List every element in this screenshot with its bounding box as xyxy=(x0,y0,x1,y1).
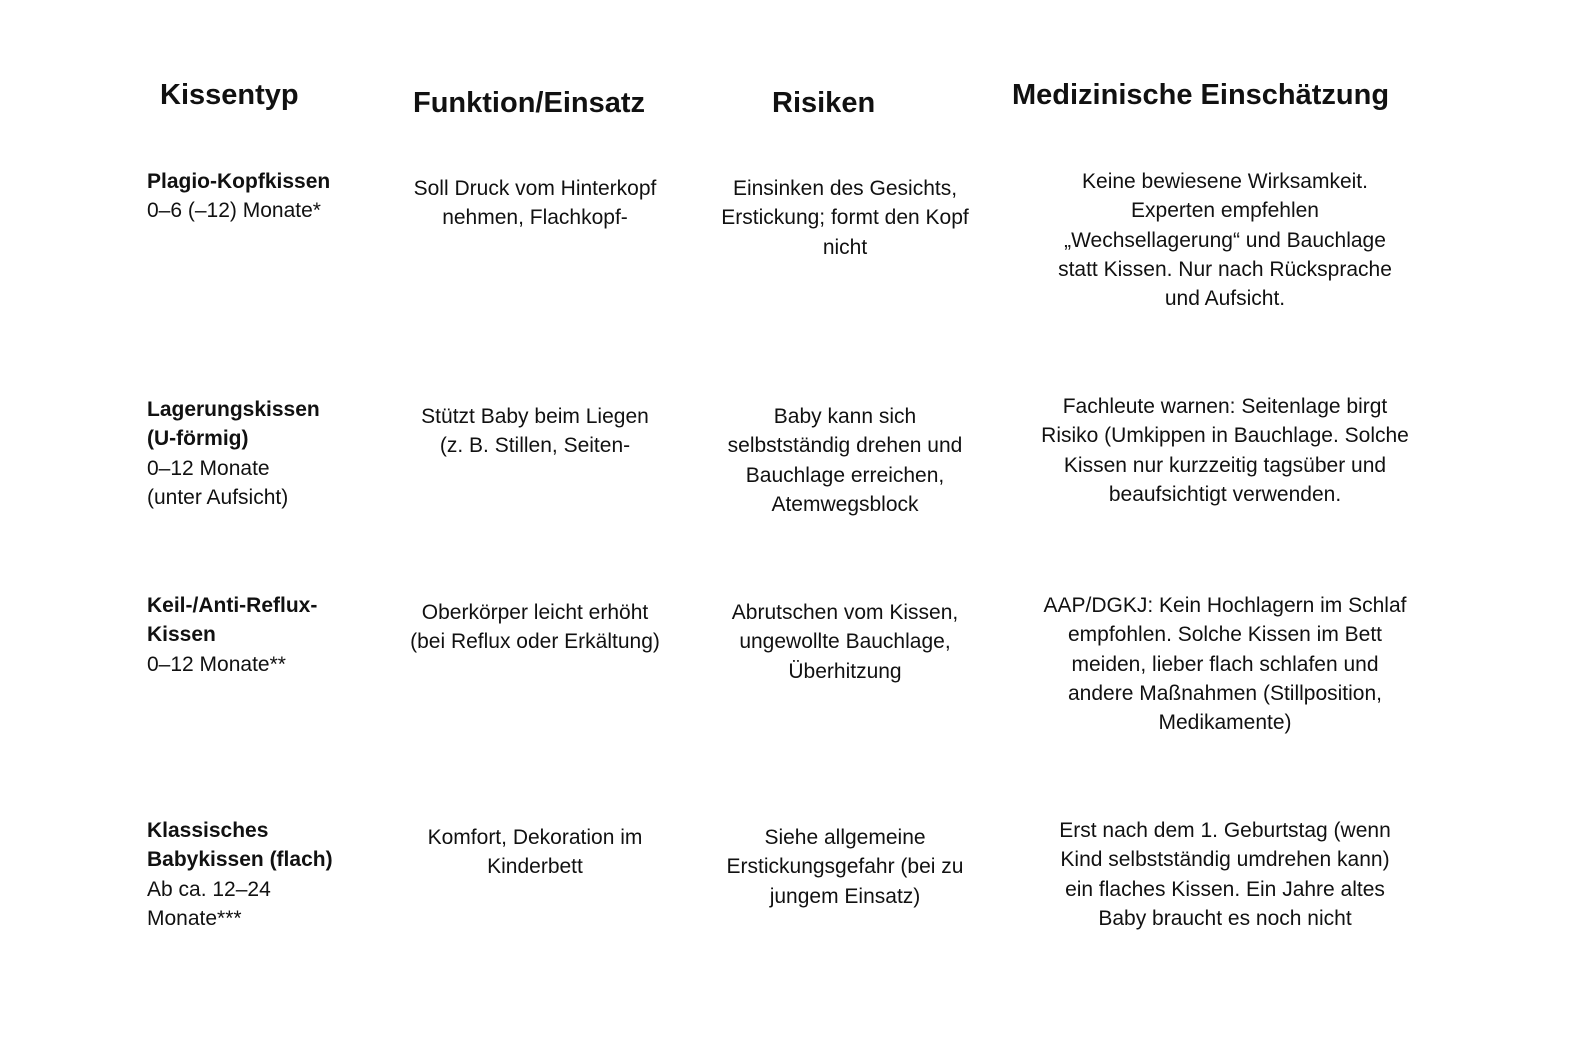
function-line: nehmen, Flachkopf- xyxy=(442,206,628,230)
risk-line: Bauchlage erreichen, xyxy=(745,463,945,487)
header-funktion-einsatz: Funktion/Einsatz xyxy=(413,87,645,119)
risk-line: nicht xyxy=(822,235,868,259)
pillow-name-line: Lagerungskissen xyxy=(147,398,320,421)
age-range-line: Ab ca. 12–24 xyxy=(147,877,271,901)
assessment-line: andere Maßnahmen (Stillposition, xyxy=(1068,681,1382,705)
table-row-1-assessment xyxy=(1010,167,1440,313)
assessment-line: Medikamente) xyxy=(1158,711,1292,735)
assessment-line: Experten empfehlen xyxy=(1131,199,1319,223)
assessment-line: und Aufsicht. xyxy=(1164,287,1286,311)
table-row-1-risks xyxy=(695,174,995,262)
table-row-2-risks xyxy=(695,402,995,519)
risk-line: Erstickungsgefahr (bei zu xyxy=(726,855,964,879)
age-range-line: 0–6 (–12) Monate* xyxy=(147,199,321,223)
function-line: Soll Druck vom Hinterkopf xyxy=(413,177,657,200)
function-line: Kinderbett xyxy=(487,855,583,879)
function-line: Oberkörper leicht erhöht xyxy=(421,601,649,624)
header-kissentyp: Kissentyp xyxy=(160,79,299,111)
header-risiken: Risiken xyxy=(772,87,876,119)
risk-line: Abrutschen vom Kissen, xyxy=(731,601,959,624)
table-row-4-type xyxy=(147,816,377,933)
assessment-line: Baby braucht es noch nicht xyxy=(1098,906,1352,930)
assessment-line: Kissen nur kurzzeitig tagsüber und xyxy=(1063,453,1387,477)
table-row-4-risks xyxy=(695,823,995,911)
function-line: (z. B. Stillen, Seiten- xyxy=(439,434,631,458)
pillow-name-line: Plagio-Kopfkissen xyxy=(147,170,331,193)
pillow-name-line: Kissen xyxy=(147,623,216,647)
pillow-name-line: Babykissen (flach) xyxy=(147,848,333,872)
assessment-line: meiden, lieber flach schlafen und xyxy=(1071,652,1379,676)
risk-line: Atemwegsblock xyxy=(771,492,919,516)
table-row-4-function xyxy=(385,823,685,882)
risk-line: Siehe allgemeine xyxy=(764,826,926,849)
table-row-1-function xyxy=(385,174,685,233)
age-range-line: (unter Aufsicht) xyxy=(147,485,289,509)
age-range-line: Monate*** xyxy=(147,906,242,930)
assessment-line: Risiko (Umkippen in Bauchlage. Solche xyxy=(1041,424,1409,448)
pillow-name-line: Keil-/Anti-Reflux- xyxy=(147,594,318,617)
assessment-line: statt Kissen. Nur nach Rücksprache xyxy=(1058,257,1392,281)
risk-line: Baby kann sich xyxy=(773,405,917,428)
table-row-3-assessment xyxy=(1010,591,1440,737)
assessment-line: AAP/DGKJ: Kein Hochlagern im Schlaf xyxy=(1043,594,1407,617)
table-row-2-assessment xyxy=(1010,392,1440,509)
table-row-2-type xyxy=(147,395,377,512)
assessment-line: Keine bewiesene Wirksamkeit. xyxy=(1082,170,1368,193)
function-line: (bei Reflux oder Erkältung) xyxy=(410,630,660,654)
pillow-name-line: Klassisches xyxy=(147,819,269,842)
assessment-line: Erst nach dem 1. Geburtstag (wenn xyxy=(1059,819,1391,842)
risk-line: jungem Einsatz) xyxy=(769,884,921,908)
pillow-name-line: (U-förmig) xyxy=(147,427,249,451)
risk-line: Überhitzung xyxy=(788,659,902,683)
table-row-3-type xyxy=(147,591,377,679)
assessment-line: Fachleute warnen: Seitenlage birgt xyxy=(1062,395,1388,418)
assessment-line: beaufsichtigt verwenden. xyxy=(1108,482,1342,506)
table-row-4-assessment xyxy=(1010,816,1440,933)
age-range-line: 0–12 Monate** xyxy=(147,652,286,676)
assessment-line: empfohlen. Solche Kissen im Bett xyxy=(1068,623,1382,647)
risk-line: ungewollte Bauchlage, xyxy=(739,630,951,654)
assessment-line: Kind selbstständig umdrehen kann) xyxy=(1060,848,1390,872)
risk-line: Einsinken des Gesichts, xyxy=(732,177,958,200)
assessment-line: „Wechsellagerung“ und Bauchlage xyxy=(1064,228,1386,252)
table-row-2-function xyxy=(385,402,685,461)
table-row-3-risks xyxy=(695,598,995,686)
risk-line: Erstickung; formt den Kopf xyxy=(721,206,969,230)
header-medizinische-einschaetzung: Medizinische Einschätzung xyxy=(1012,79,1390,111)
function-line: Komfort, Dekoration im xyxy=(427,826,643,849)
table-row-3-function xyxy=(385,598,685,657)
risk-line: selbstständig drehen und xyxy=(727,434,963,458)
table-row-1-type xyxy=(147,167,377,226)
age-range-line: 0–12 Monate xyxy=(147,456,270,480)
function-line: Stützt Baby beim Liegen xyxy=(421,405,649,428)
assessment-line: ein flaches Kissen. Ein Jahre altes xyxy=(1065,877,1385,901)
